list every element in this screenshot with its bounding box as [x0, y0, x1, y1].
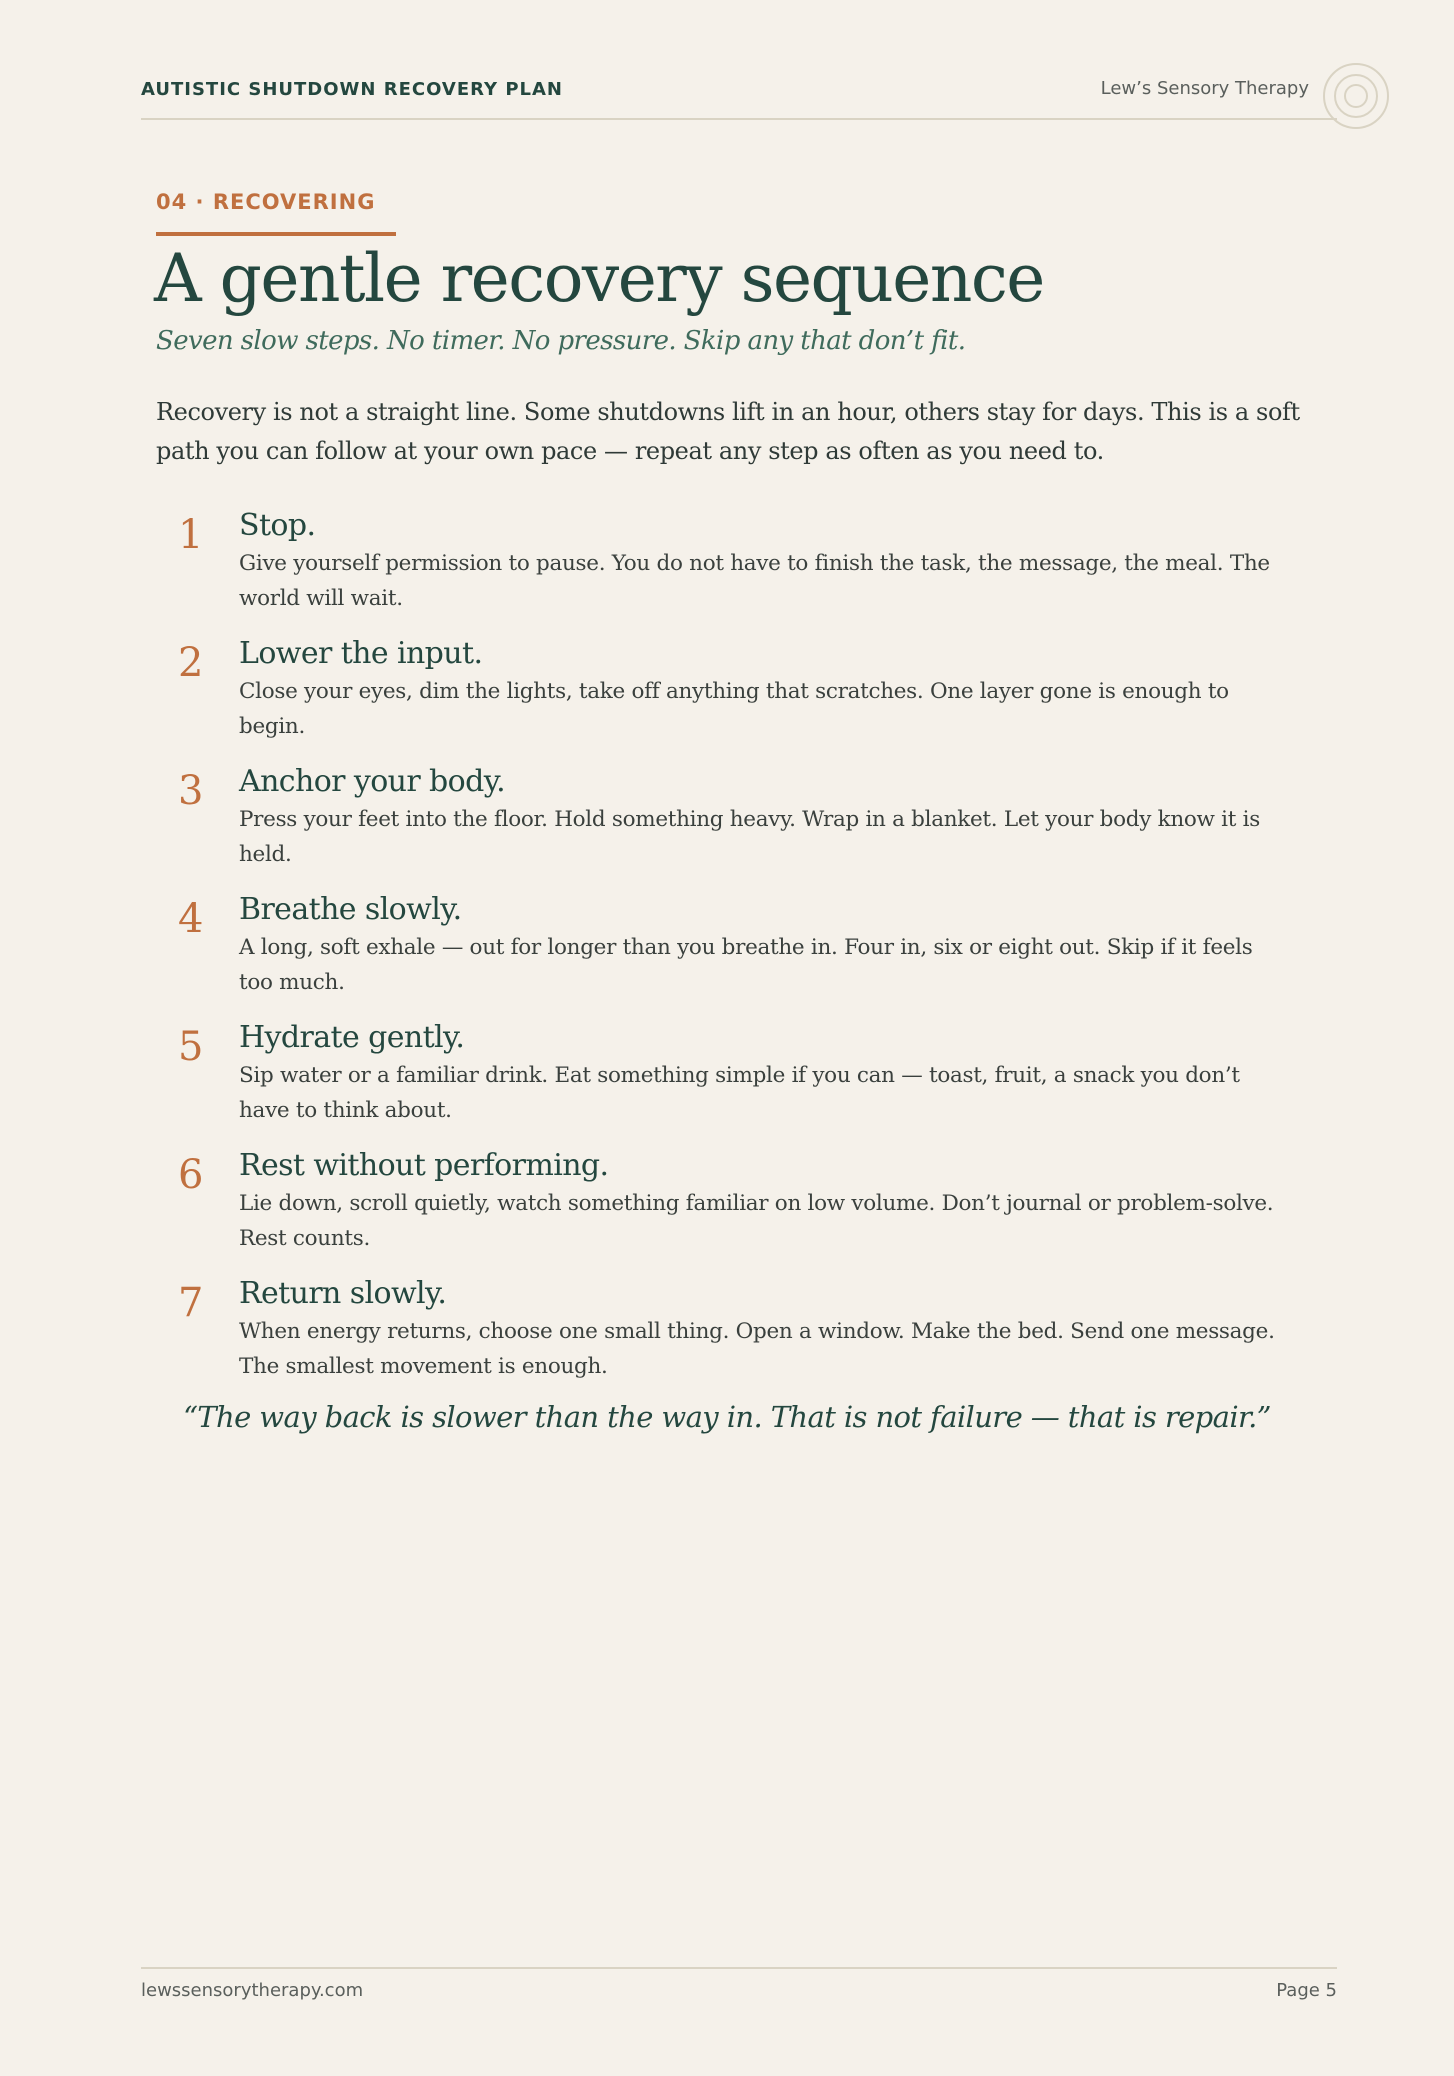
- step-item: [156, 892, 1296, 1012]
- step-description: Lie down, scroll quietly, watch something familiar on low volume. Don’t journal or problem-solve. Rest counts.: [239, 1191, 1274, 1251]
- step-title: Lower the input.: [239, 636, 483, 671]
- step-number: 1: [178, 512, 204, 558]
- step-item: [156, 1276, 1296, 1396]
- step-item: [156, 508, 1296, 628]
- step-item: [156, 636, 1296, 756]
- brand-name: Lew’s Sensory Therapy: [1100, 78, 1309, 99]
- eyebrow-underline: [156, 232, 396, 236]
- step-item: [156, 764, 1296, 884]
- step-title: Anchor your body.: [239, 764, 506, 799]
- step-item: [156, 1020, 1296, 1140]
- step-number: 6: [178, 1152, 204, 1198]
- page-subtitle: Seven slow steps. No timer. No pressure. Skip any that don’t fit.: [156, 326, 966, 356]
- step-number: 5: [178, 1024, 204, 1070]
- step-number: 2: [178, 640, 204, 686]
- footer-divider: [141, 1967, 1337, 1969]
- step-number: 7: [178, 1280, 204, 1326]
- closing-quote: “The way back is slower than the way in. That is not failure — that is repair.”: [183, 1400, 1271, 1434]
- step-title: Rest without performing.: [239, 1148, 609, 1183]
- step-description: Sip water or a familiar drink. Eat something simple if you can — toast, fruit, a snack you don’t have to think about.: [239, 1063, 1240, 1123]
- step-title: Breathe slowly.: [239, 892, 462, 927]
- step-title: Stop.: [239, 508, 316, 543]
- page-number: Page 5: [1276, 1980, 1337, 2001]
- footer-website: lewssensorytherapy.com: [141, 1980, 364, 2001]
- page-title: A gentle recovery sequence: [154, 240, 1044, 317]
- step-description: Close your eyes, dim the lights, take off anything that scratches. One layer gone is enough to begin.: [239, 679, 1229, 739]
- step-description: Press your feet into the floor. Hold something heavy. Wrap in a blanket. Let your body know it is held.: [239, 807, 1260, 867]
- page-header: [141, 0, 1337, 120]
- step-description: When energy returns, choose one small thing. Open a window. Make the bed. Send one message. The smallest movement is enough.: [239, 1319, 1275, 1379]
- intro-paragraph: Recovery is not a straight line. Some shutdowns lift in an hour, others stay for days. This is a soft path you can follow at your own pace — repeat any step as often as you need to.: [156, 398, 1300, 465]
- section-eyebrow: 04 · RECOVERING: [156, 190, 376, 214]
- step-title: Return slowly.: [239, 1276, 447, 1311]
- step-description: Give yourself permission to pause. You do not have to finish the task, the message, the meal. The world will wait.: [239, 551, 1270, 611]
- concentric-circles-icon: [1322, 62, 1390, 130]
- step-number: 3: [178, 768, 204, 814]
- step-description: A long, soft exhale — out for longer than you breathe in. Four in, six or eight out. Skip if it feels too much.: [239, 935, 1253, 995]
- step-item: [156, 1148, 1296, 1268]
- step-title: Hydrate gently.: [239, 1020, 465, 1055]
- document-title: AUTISTIC SHUTDOWN RECOVERY PLAN: [141, 79, 563, 100]
- step-number: 4: [178, 896, 204, 942]
